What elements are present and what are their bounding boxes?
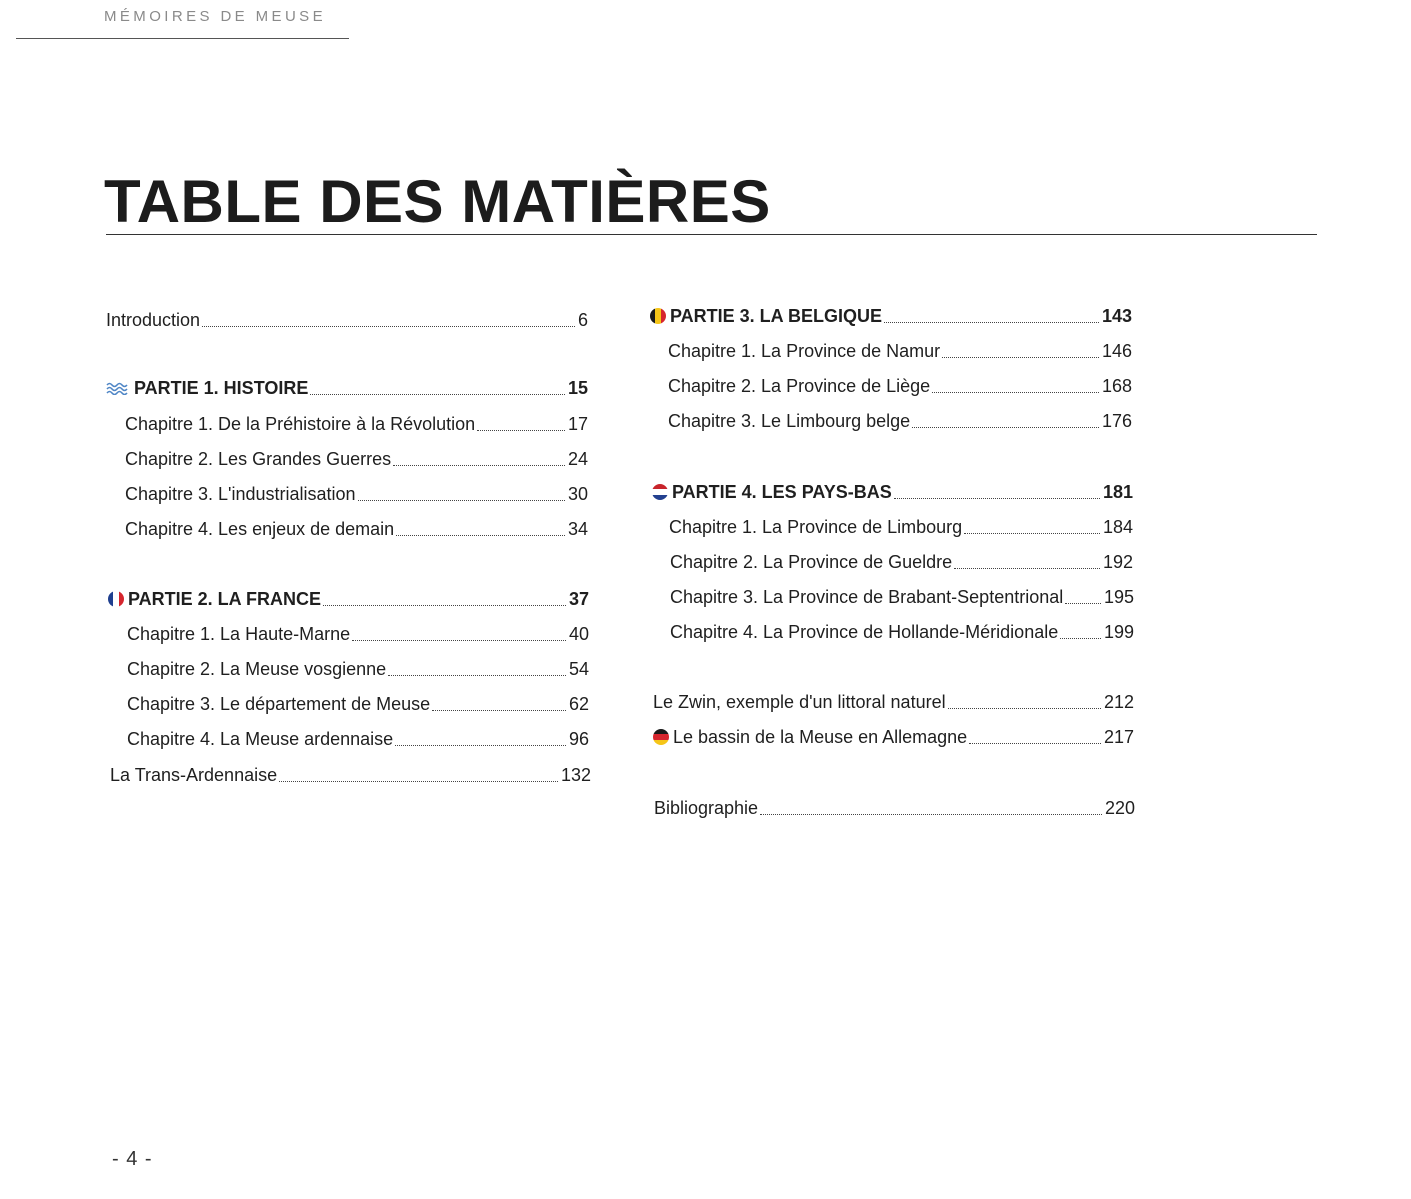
toc-page: 40 [568, 624, 589, 644]
toc-label: Chapitre 4. La Province de Hollande-Méridionale [670, 622, 1059, 642]
toc-label: Chapitre 2. La Meuse vosgienne [127, 659, 387, 679]
running-header: MÉMOIRES DE MEUSE [104, 8, 326, 25]
toc-entry-p2-chapitre-2[interactable] [127, 655, 589, 681]
toc-entry-allemagne[interactable] [653, 723, 1134, 749]
toc-entry-p2-chapitre-3[interactable] [127, 690, 589, 716]
toc-page: 192 [1102, 552, 1133, 572]
toc-page: 143 [1101, 306, 1132, 326]
dot-leader [964, 532, 1100, 534]
dot-leader [477, 429, 565, 431]
toc-entry-p1-chapitre-1[interactable] [125, 410, 588, 436]
netherlands-flag-icon [652, 484, 668, 500]
toc-label: Chapitre 1. La Province de Limbourg [669, 517, 963, 537]
toc-label: Introduction [106, 310, 201, 330]
toc-label: Chapitre 1. La Haute-Marne [127, 624, 351, 644]
toc-page: 181 [1102, 482, 1133, 502]
toc-label: Chapitre 2. La Province de Gueldre [670, 552, 953, 572]
toc-entry-partie-1[interactable] [106, 374, 588, 400]
toc-page: 212 [1103, 692, 1134, 712]
toc-label: PARTIE 2. LA FRANCE [128, 589, 322, 609]
wave-icon [106, 381, 130, 395]
toc-page: 146 [1101, 341, 1132, 361]
toc-page: 6 [577, 310, 588, 330]
toc-entry-p2-chapitre-4[interactable] [127, 725, 589, 751]
toc-entry-bibliographie[interactable] [654, 794, 1135, 820]
toc-page: 220 [1104, 798, 1135, 818]
toc-label: Chapitre 1. De la Préhistoire à la Révolution [125, 414, 476, 434]
toc-page: 184 [1102, 517, 1133, 537]
dot-leader [393, 464, 565, 466]
title-rule [106, 234, 1317, 235]
toc-entry-p3-chapitre-1[interactable] [668, 337, 1132, 363]
toc-page: 168 [1101, 376, 1132, 396]
toc-entry-p4-chapitre-1[interactable] [669, 513, 1133, 539]
toc-page: 24 [567, 449, 588, 469]
toc-label: Chapitre 2. La Province de Liège [668, 376, 931, 396]
toc-label: PARTIE 4. LES PAYS-BAS [672, 482, 892, 502]
dot-leader [279, 780, 558, 782]
toc-entry-p2-chapitre-1[interactable] [127, 620, 589, 646]
toc-label: Chapitre 2. Les Grandes Guerres [125, 449, 392, 469]
toc-entry-p3-chapitre-3[interactable] [668, 407, 1132, 433]
toc-label: La Trans-Ardennaise [110, 765, 278, 785]
toc-label: Le Zwin, exemple d'un littoral naturel [653, 692, 946, 712]
dot-leader [432, 709, 566, 711]
germany-flag-icon [653, 729, 669, 745]
toc-page: 37 [568, 589, 589, 609]
toc-entry-p4-chapitre-2[interactable] [670, 548, 1133, 574]
toc-page: 30 [567, 484, 588, 504]
toc-entry-zwin[interactable] [653, 688, 1134, 714]
toc-page: 195 [1103, 587, 1134, 607]
dot-leader [948, 707, 1101, 709]
france-flag-icon [108, 591, 124, 607]
toc-label: Chapitre 4. Les enjeux de demain [125, 519, 395, 539]
toc-entry-p1-chapitre-2[interactable] [125, 445, 588, 471]
toc-entry-p4-chapitre-3[interactable] [670, 583, 1134, 609]
dot-leader [942, 356, 1099, 358]
dot-leader [352, 639, 566, 641]
dot-leader [954, 567, 1100, 569]
toc-label: PARTIE 1. HISTOIRE [134, 378, 309, 398]
toc-page: 17 [567, 414, 588, 434]
dot-leader [395, 744, 566, 746]
toc-entry-introduction[interactable] [106, 306, 588, 332]
toc-label: Le bassin de la Meuse en Allemagne [673, 727, 968, 747]
dot-leader [396, 534, 565, 536]
toc-page: 34 [567, 519, 588, 539]
dot-leader [894, 497, 1100, 499]
header-rule [16, 38, 349, 39]
toc-entry-trans-ardennaise[interactable] [110, 761, 591, 787]
toc-label: Chapitre 3. Le Limbourg belge [668, 411, 911, 431]
toc-entry-p4-chapitre-4[interactable] [670, 618, 1134, 644]
toc-label: Bibliographie [654, 798, 759, 818]
belgium-flag-icon [650, 308, 666, 324]
page-title: TABLE DES MATIÈRES [104, 168, 771, 235]
toc-page: 176 [1101, 411, 1132, 431]
dot-leader [760, 813, 1102, 815]
dot-leader [1065, 602, 1101, 604]
toc-entry-p1-chapitre-3[interactable] [125, 480, 588, 506]
dot-leader [323, 604, 566, 606]
dot-leader [388, 674, 566, 676]
toc-entry-partie-2[interactable] [108, 585, 589, 611]
dot-leader [912, 426, 1099, 428]
toc-label: Chapitre 1. La Province de Namur [668, 341, 941, 361]
dot-leader [358, 499, 565, 501]
toc-label: Chapitre 3. Le département de Meuse [127, 694, 431, 714]
dot-leader [202, 325, 575, 327]
toc-label: Chapitre 4. La Meuse ardennaise [127, 729, 394, 749]
toc-page: 54 [568, 659, 589, 679]
dot-leader [884, 321, 1099, 323]
toc-page: 62 [568, 694, 589, 714]
toc-label: PARTIE 3. LA BELGIQUE [670, 306, 883, 326]
toc-page: 217 [1103, 727, 1134, 747]
toc-entry-partie-4[interactable] [652, 478, 1133, 504]
toc-page: 15 [567, 378, 588, 398]
dot-leader [932, 391, 1099, 393]
toc-entry-partie-3[interactable] [650, 302, 1132, 328]
toc-page: 132 [560, 765, 591, 785]
dot-leader [969, 742, 1101, 744]
toc-label: Chapitre 3. La Province de Brabant-Septentrional [670, 587, 1064, 607]
toc-page: 199 [1103, 622, 1134, 642]
toc-page: 96 [568, 729, 589, 749]
toc-entry-p1-chapitre-4[interactable] [125, 515, 588, 541]
toc-entry-p3-chapitre-2[interactable] [668, 372, 1132, 398]
dot-leader [310, 393, 565, 395]
dot-leader [1060, 637, 1101, 639]
toc-label: Chapitre 3. L'industrialisation [125, 484, 356, 504]
page-number: - 4 - [112, 1148, 153, 1170]
